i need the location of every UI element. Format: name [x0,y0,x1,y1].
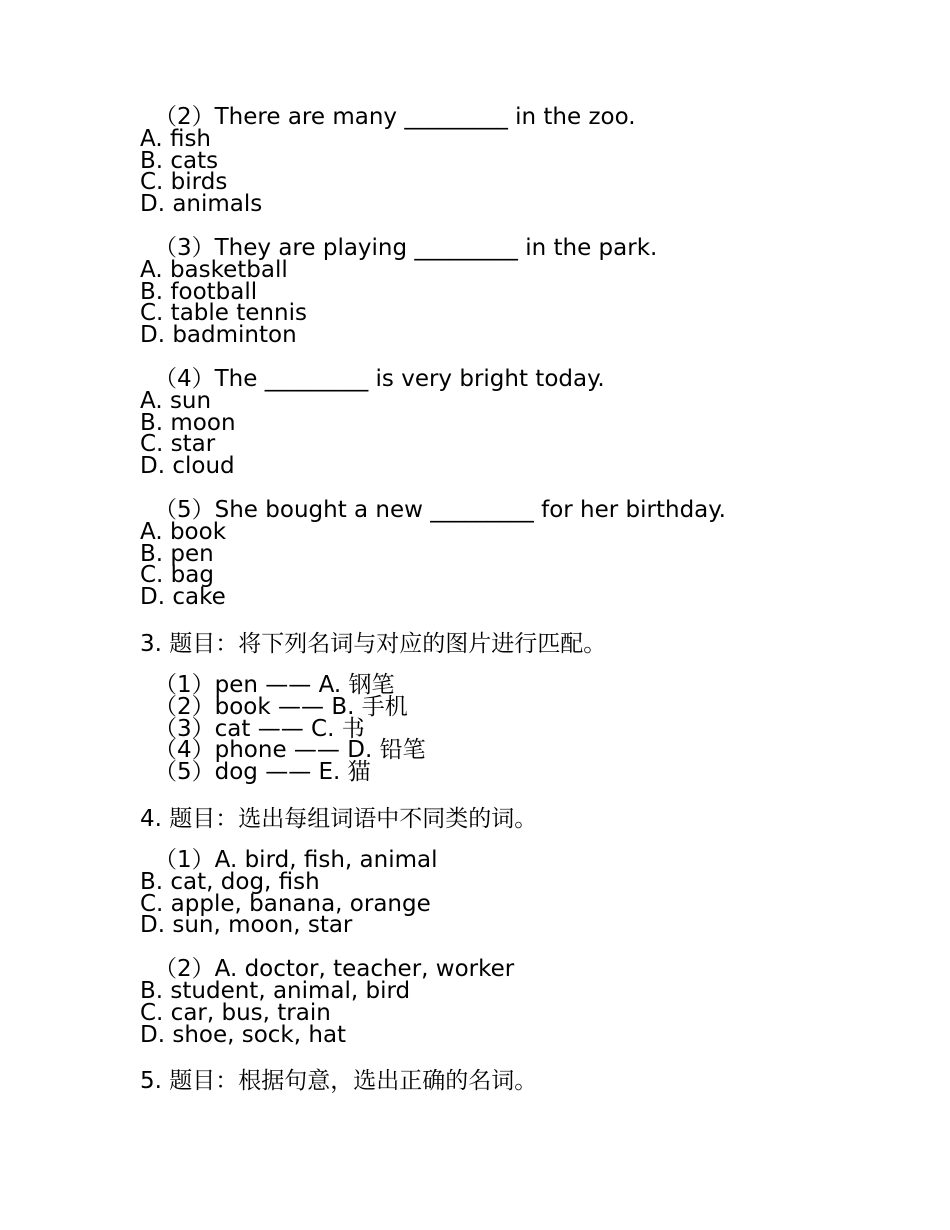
option-b: B. cat, dog, fish [140,868,320,895]
question-2-4 [140,365,840,480]
option-d: D. shoe, sock, hat [140,1021,347,1048]
match-item: （2）book —— B. 手机 [154,693,408,720]
option-b: B. moon [140,409,236,436]
section-5-heading: 5. 题目：根据句意，选出正确的名词。 [140,1068,538,1095]
option-c: C. car, bus, train [140,999,331,1026]
section-3-heading: 3. 题目：将下列名词与对应的图片进行匹配。 [140,630,607,657]
question-2-3 [140,234,840,349]
option-d: D. badminton [140,322,297,349]
option-b: B. football [140,278,258,305]
match-item: （1）pen —— A. 钢笔 [154,671,395,698]
question-2-2 [140,104,840,218]
option-d: D. cake [140,584,226,611]
option-b: B. cats [140,147,219,174]
option-a: A. book [140,518,227,545]
match-item: （3）cat —— C. 书 [154,715,365,742]
option-c: C. table tennis [140,300,307,327]
question-stem: （3）They are playing _________ in the park. [154,234,658,261]
question-stem: （1）A. bird, fish, animal [154,846,438,873]
option-a: A. sun [140,387,212,414]
option-c: C. star [140,431,216,458]
option-b: B. pen [140,540,214,567]
question-stem: （4）The _________ is very bright today. [154,365,605,392]
option-c: C. bag [140,562,214,589]
option-c: C. birds [140,169,228,196]
option-d: D. animals [140,191,263,218]
question-2-5 [140,496,840,611]
question-stem: （2）A. doctor, teacher, worker [154,956,515,983]
match-item: （4）phone —— D. 铅笔 [154,737,426,764]
option-a: A. fish [140,125,211,152]
option-d: D. cloud [140,453,235,480]
question-4-2 [140,956,840,1048]
matching-list [140,671,840,786]
document-page [140,104,840,1112]
option-a: A. basketball [140,256,288,283]
option-c: C. apple, banana, orange [140,890,431,917]
question-stem: （5）She bought a new _________ for her birthday. [154,496,726,523]
section-4-heading: 4. 题目：选出每组词语中不同类的词。 [140,805,538,832]
match-item: （5）dog —— E. 猫 [154,759,371,786]
option-d: D. sun, moon, star [140,912,353,939]
question-stem: （2）There are many _________ in the zoo. [154,104,636,130]
question-4-1 [140,846,840,939]
option-b: B. student, animal, bird [140,977,411,1004]
